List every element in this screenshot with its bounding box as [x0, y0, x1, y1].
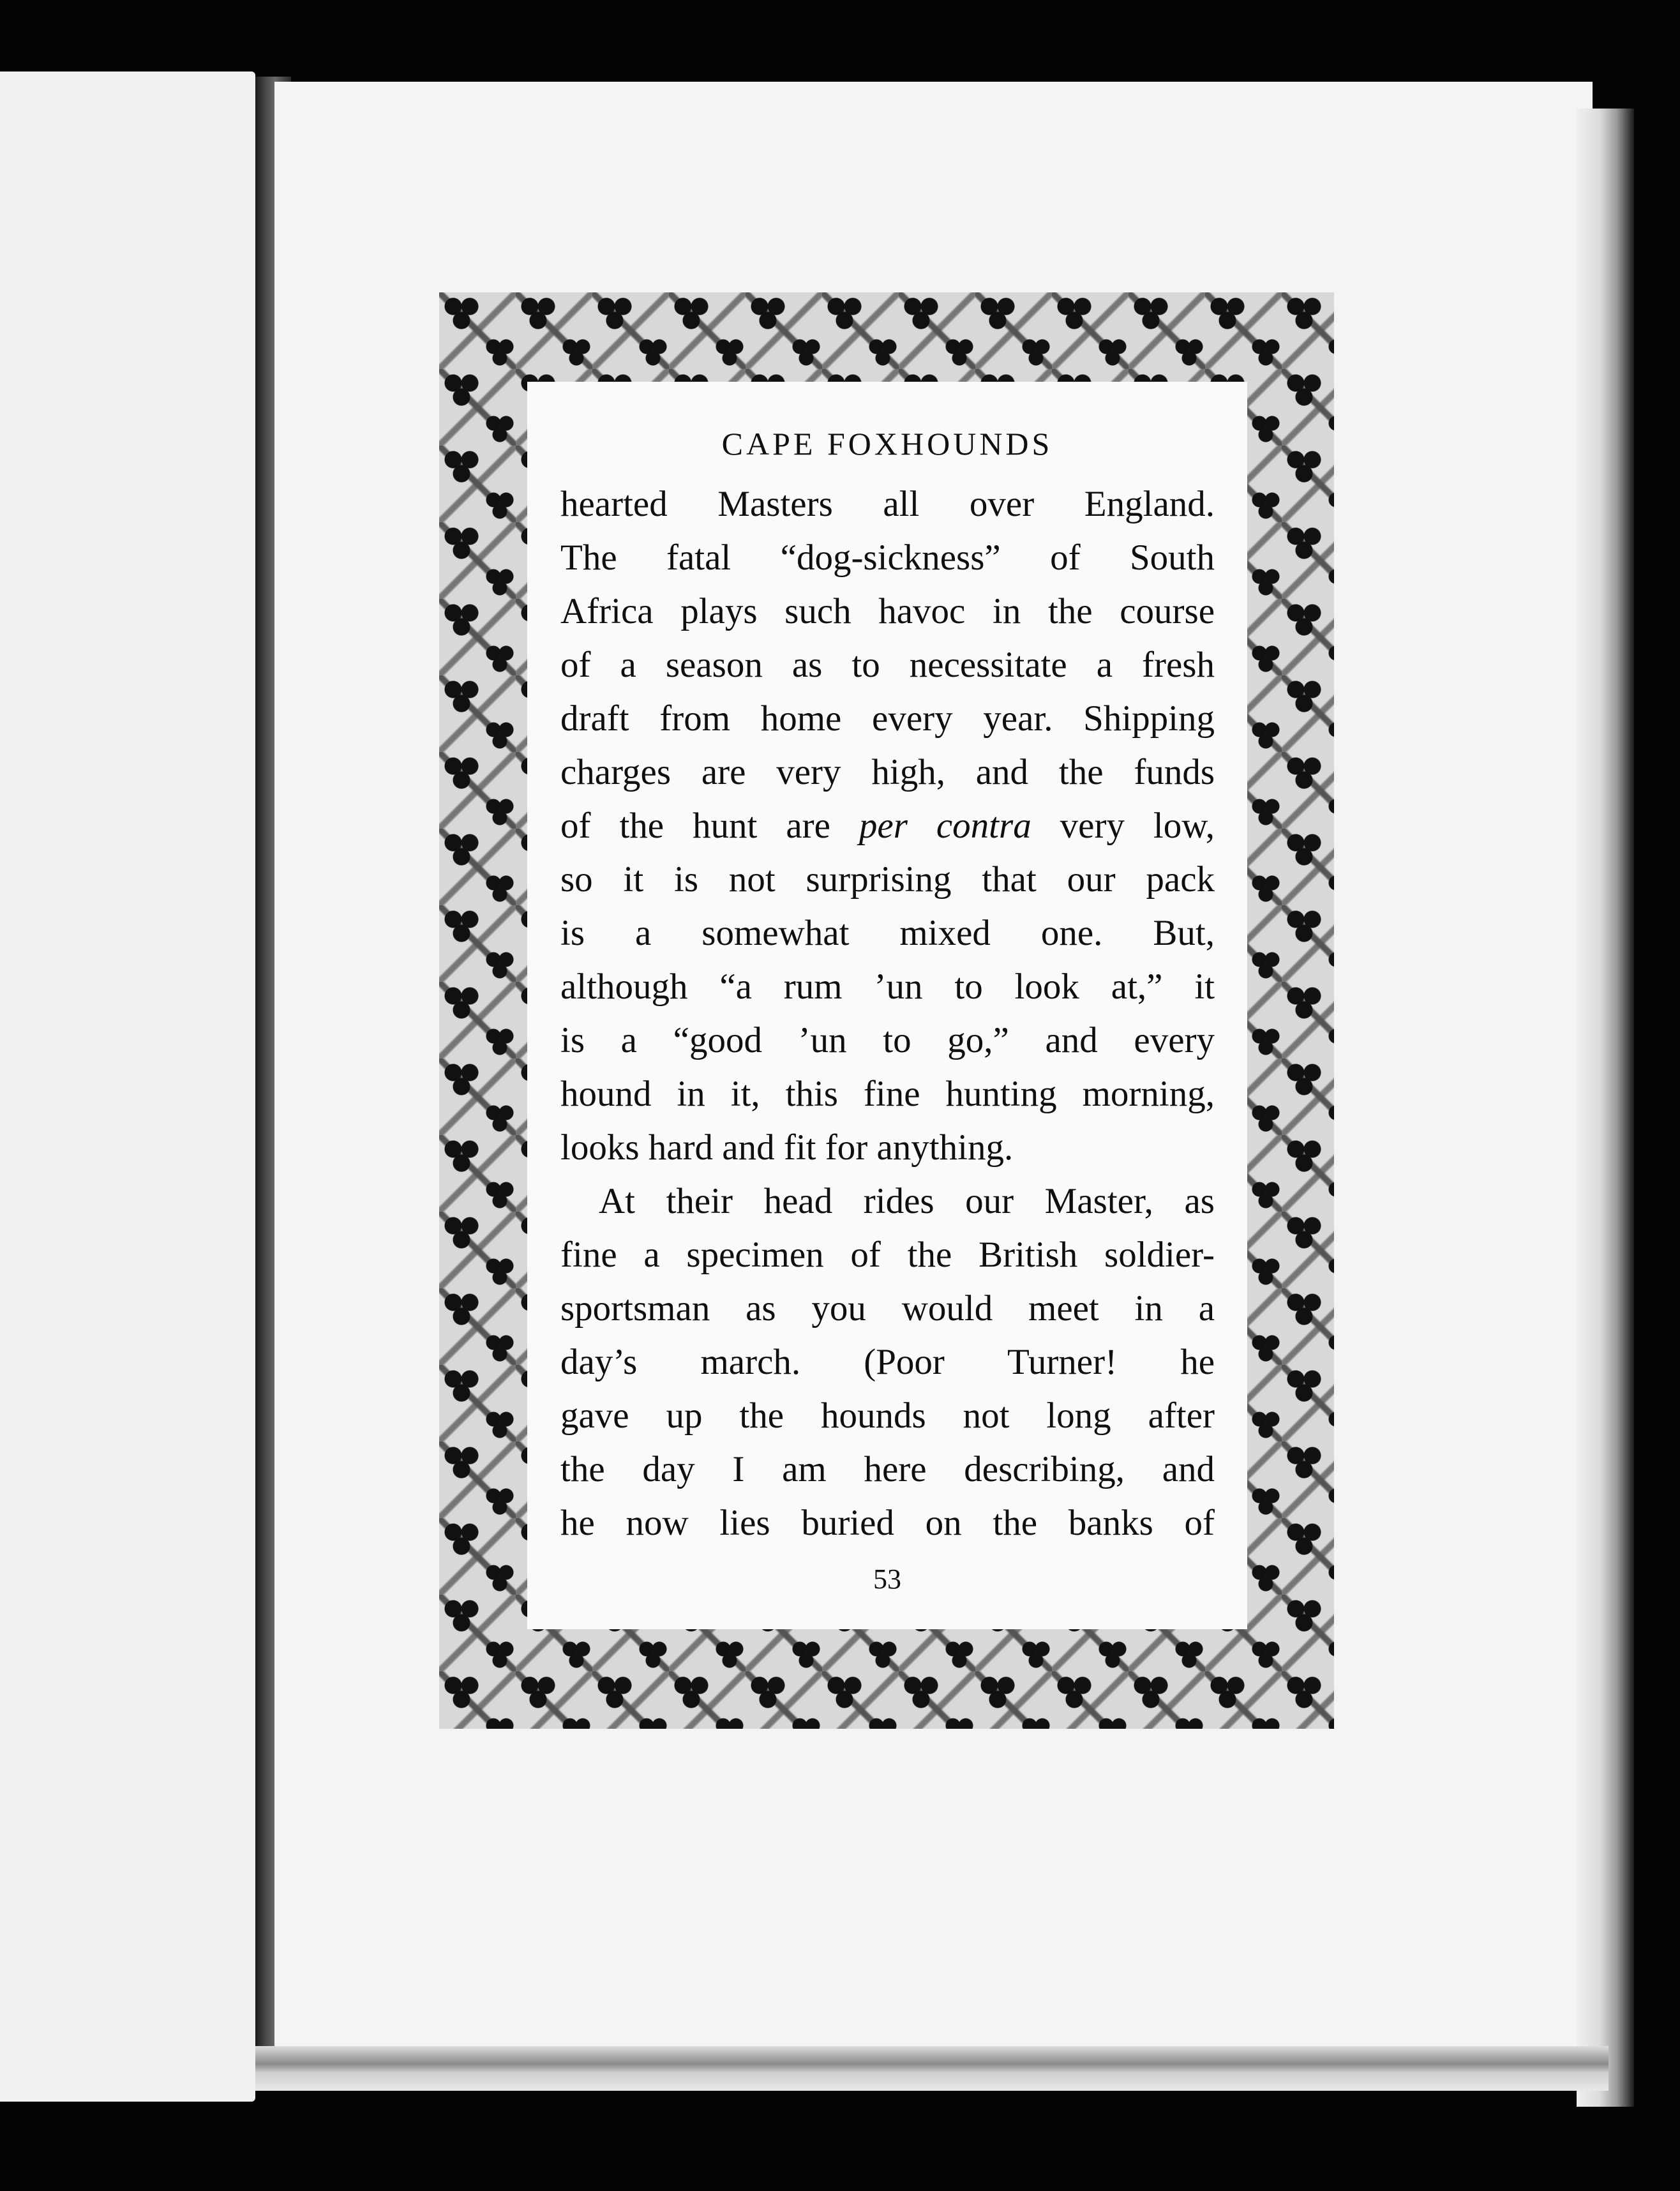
text-line: hound in it, this fine hunting morning,	[560, 1074, 1215, 1114]
text-run: very low,	[1031, 806, 1215, 846]
text-line: is a somewhat mixed one. But,	[560, 913, 1215, 953]
page-text-block	[527, 382, 1247, 1629]
text-line: fine a specimen of the British soldier-	[560, 1235, 1215, 1275]
running-head: CAPE FOXHOUNDS	[721, 426, 1053, 462]
text-line: of a season as to necessitate a fresh	[560, 645, 1215, 685]
body-text	[560, 478, 1215, 1550]
text-panel	[527, 382, 1247, 1629]
text-line: At their head rides our Master, as	[599, 1181, 1215, 1221]
text-line: hearted Masters all over England.	[560, 484, 1215, 524]
ornamental-border	[439, 292, 1334, 1729]
italic-phrase: per contra	[859, 806, 1031, 846]
text-run: of the hunt are	[560, 806, 859, 846]
text-line: he now lies buried on the banks of	[560, 1503, 1215, 1543]
page-number: 53	[873, 1563, 901, 1595]
text-line-with-italic	[560, 799, 1215, 853]
text-line: Africa plays such havoc in the course	[560, 591, 1215, 631]
text-line: is a “good ’un to go,” and every	[560, 1020, 1215, 1060]
text-line: day’s march. (Poor Turner! he	[560, 1342, 1215, 1382]
text-line: sportsman as you would meet in a	[560, 1288, 1215, 1329]
text-line: draft from home every year. Shipping	[560, 698, 1215, 739]
text-line: so it is not surprising that our pack	[560, 859, 1215, 900]
text-line: gave up the hounds not long after	[560, 1396, 1215, 1436]
page-edge-right	[1577, 109, 1634, 2107]
page-edge-bottom	[255, 2046, 1609, 2091]
facing-page-left	[0, 72, 255, 2102]
text-line: looks hard and fit for anything.	[560, 1127, 1014, 1168]
text-line: The fatal “dog-sickness” of South	[560, 538, 1215, 578]
text-line: although “a rum ’un to look at,” it	[560, 967, 1215, 1007]
text-line: charges are very high, and the funds	[560, 752, 1215, 792]
text-line: the day I am here describing, and	[560, 1449, 1215, 1489]
